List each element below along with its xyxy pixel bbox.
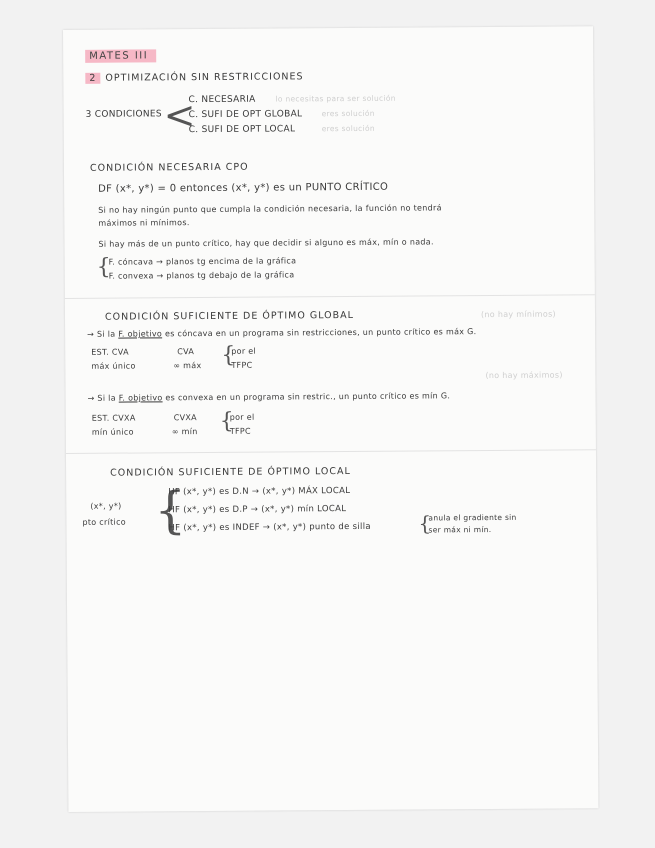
conditions-brace: < <box>163 93 196 138</box>
global-concave-rule: → Si la F. objetivo es cóncava en un programa sin restricciones, un punto crítico es máx G. <box>87 327 477 339</box>
cvx-label: TFPC <box>229 426 251 436</box>
silla-brace: { <box>418 511 432 536</box>
local-rule: HF (x*, y*) es INDEF → (x*, y*) punto de silla <box>168 521 371 534</box>
necesaria-text: Si hay más de un punto crítico, hay que decidir si alguno es máx, mín o nada. <box>98 237 434 249</box>
silla-note: anula el gradiente sin <box>428 512 517 523</box>
condition-item: C. SUFI DE OPT GLOBAL <box>188 109 303 121</box>
cva-label: EST. CVA <box>91 347 129 357</box>
critical-point: (x*, y*) <box>90 501 122 511</box>
cvx-label: por el <box>229 412 255 422</box>
topic-heading <box>85 71 303 84</box>
convexa-rule: F. convexa → planos tg debajo de la gráfica <box>108 270 295 281</box>
condition-note: lo necesitas para ser solución <box>275 93 396 104</box>
conditions-label: 3 CONDICIONES <box>85 109 162 120</box>
necesaria-text: máximos ni mínimos. <box>98 218 190 228</box>
condition-note: eres solución <box>321 123 375 134</box>
section-divider <box>66 449 596 454</box>
critical-point-label: pto crítico <box>82 517 126 527</box>
global-note: (no hay mínimos) <box>480 309 556 320</box>
subject-label: MATES III <box>85 49 156 62</box>
cva-label: ∞ máx <box>173 361 202 371</box>
section-divider <box>65 294 595 299</box>
cva-label: CVA <box>177 347 195 357</box>
silla-note: ser máx ni mín. <box>428 525 492 535</box>
topic-title: OPTIMIZACIÓN SIN RESTRICCIONES <box>105 71 304 84</box>
global-note: (no hay máximos) <box>485 370 563 381</box>
cva-label: TFPC <box>231 360 253 370</box>
necesaria-formula: DF (x*, y*) = 0 entonces (x*, y*) es un PUNTO CRÍTICO <box>98 181 389 195</box>
cvx-label: EST. CVXA <box>91 413 136 423</box>
global-convex-rule: → Si la F. objetivo es convexa en un programa sin restric., un punto crítico es mín G. <box>87 391 451 403</box>
condition-note: eres solución <box>321 108 375 119</box>
necesaria-text: Si no hay ningún punto que cumpla la condición necesaria, la función no tendrá <box>98 203 442 215</box>
concava-rule: F. cóncava → planos tg encima de la gráfica <box>108 256 297 267</box>
notebook-page <box>63 26 598 812</box>
necesaria-title: CONDICIÓN NECESARIA CPO <box>89 161 249 174</box>
concavity-brace: { <box>96 254 111 280</box>
cvx-label: CVXA <box>173 413 197 423</box>
cva-label: por el <box>231 346 257 356</box>
local-rule: HF (x*, y*) es D.N → (x*, y*) MÁX LOCAL <box>168 486 351 498</box>
local-title: CONDICIÓN SUFICIENTE DE ÓPTIMO LOCAL <box>110 466 351 479</box>
global-title: CONDICIÓN SUFICIENTE DE ÓPTIMO GLOBAL <box>104 309 354 323</box>
cvx-label: ∞ mín <box>171 427 198 437</box>
topic-number: 2 <box>85 73 100 84</box>
condition-item: C. NECESARIA <box>188 94 256 106</box>
local-rule: HF (x*, y*) es D.P → (x*, y*) mín LOCAL <box>168 504 347 516</box>
cvx-label: mín único <box>91 427 134 437</box>
condition-item: C. SUFI DE OPT LOCAL <box>188 124 296 136</box>
local-brace: { <box>154 481 187 540</box>
tfpc-brace: { <box>219 408 234 434</box>
tfpc-brace: { <box>221 342 236 368</box>
cva-label: máx único <box>91 361 136 371</box>
